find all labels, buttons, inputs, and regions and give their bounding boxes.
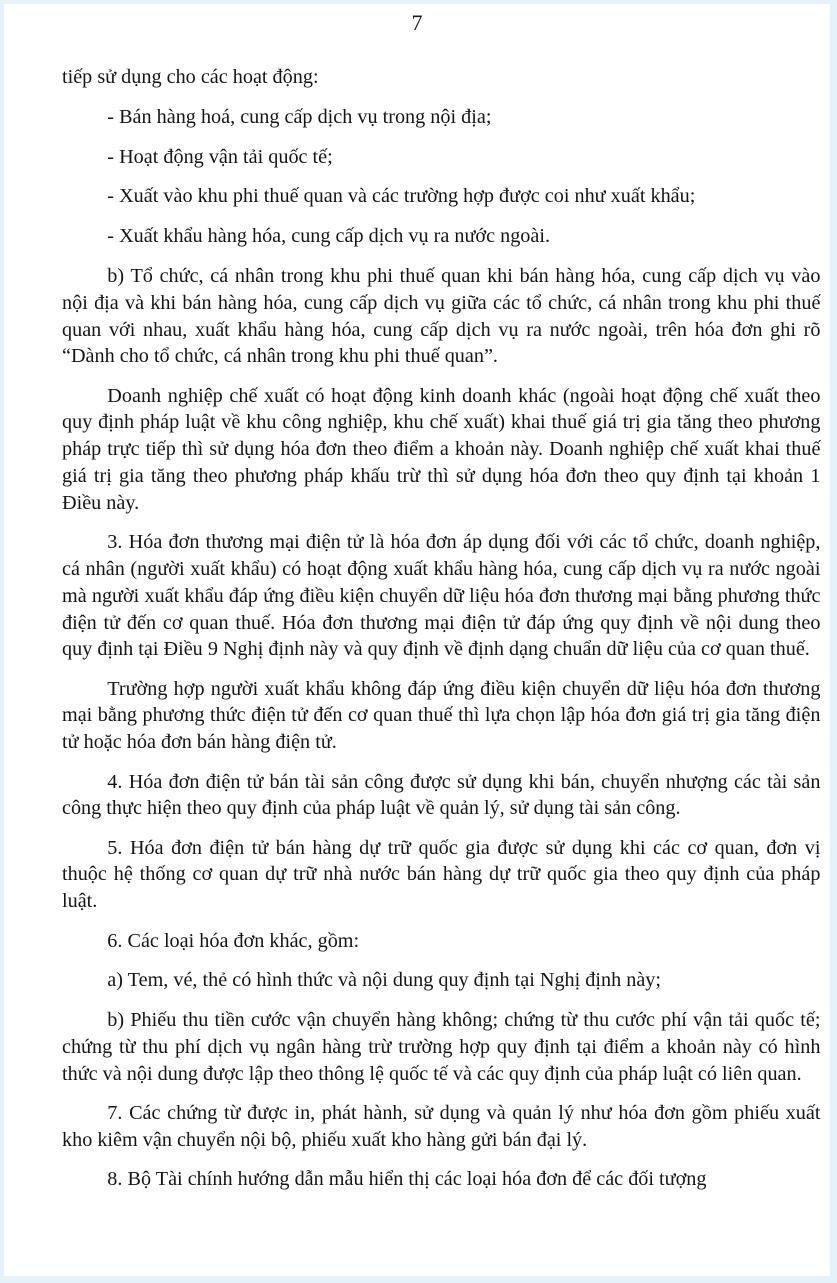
page-number: 7 xyxy=(411,10,423,35)
paragraph-continuation: tiếp sử dụng cho các hoạt động: xyxy=(62,66,319,88)
list-item-non-tariff-zone: - Xuất vào khu phi thuế quan và các trường hợp được coi như xuất khẩu; xyxy=(107,185,696,208)
list-item-domestic-sales: - Bán hàng hoá, cung cấp dịch vụ trong nội địa; xyxy=(107,105,492,128)
document-page xyxy=(4,4,830,1276)
list-item-export: - Xuất khẩu hàng hóa, cung cấp dịch vụ ra nước ngoài. xyxy=(107,225,551,248)
paragraph-clause-3: 3. Hóa đơn thương mại điện tử là hóa đơn áp dụng đối với các tổ chức, doanh nghiệp, cá nhân (người xuất khẩu) có hoạt động xuất khẩu hàng hóa, cung cấp dịch vụ ra nước ngoài mà người xuất khẩu đáp ứng điều kiện chuyển dữ liệu hóa đơn thương mại bằng phương thức điện tử đến cơ quan thuế. Hóa đơn thương mại điện tử đáp ứng quy định về nội dung theo quy định tại Điều 9 Nghị định này và quy định về định dạng chuẩn dữ liệu của cơ quan thuế. xyxy=(62,531,821,661)
paragraph-clause-8: 8. Bộ Tài chính hướng dẫn mẫu hiển thị các loại hóa đơn để các đối tượng xyxy=(107,1168,707,1191)
list-item-international-transport: - Hoạt động vận tải quốc tế; xyxy=(107,145,333,168)
paragraph-clause-3-exception: Trường hợp người xuất khẩu không đáp ứng điều kiện chuyển dữ liệu hóa đơn thương mại bằng phương thức điện tử đến cơ quan thuế thì lựa chọn lập hóa đơn giá trị gia tăng điện tử hoặc hóa đơn bán hàng điện tử. xyxy=(62,677,821,754)
paragraph-clause-5: 5. Hóa đơn điện tử bán hàng dự trữ quốc gia được sử dụng khi các cơ quan, đơn vị thuộc hệ thống cơ quan dự trữ nhà nước bán hàng dự trữ quốc gia theo quy định của pháp luật. xyxy=(62,836,821,913)
paragraph-point-b: b) Tổ chức, cá nhân trong khu phi thuế quan khi bán hàng hóa, cung cấp dịch vụ vào nội địa và khi bán hàng hóa, cung cấp dịch vụ giữa các tổ chức, cá nhân trong khu phi thuế quan với nhau, xuất khẩu hàng hóa, cung cấp dịch vụ ra nước ngoài, trên hóa đơn ghi rõ “Dành cho tổ chức, cá nhân trong khu phi thuế quan”. xyxy=(62,264,821,368)
document-body xyxy=(62,64,820,1205)
paragraph-clause-4: 4. Hóa đơn điện tử bán tài sản công được sử dụng khi bán, chuyển nhượng các tài sản công thực hiện theo quy định của pháp luật về quản lý, sử dụng tài sản công. xyxy=(62,770,821,820)
paragraph-clause-7: 7. Các chứng từ được in, phát hành, sử dụng và quản lý như hóa đơn gồm phiếu xuất kho kiêm vận chuyển nội bộ, phiếu xuất kho hàng gửi bán đại lý. xyxy=(62,1102,821,1151)
paragraph-export-processing: Doanh nghiệp chế xuất có hoạt động kinh doanh khác (ngoài hoạt động chế xuất theo quy định pháp luật về khu công nghiệp, khu chế xuất) khai thuế giá trị gia tăng theo phương pháp trực tiếp thì sử dụng hóa đơn theo điểm a khoản này. Doanh nghiệp chế xuất khai thuế giá trị gia tăng theo phương pháp khấu trừ thì sử dụng hóa đơn theo quy định tại khoản 1 Điều này. xyxy=(62,384,821,514)
paragraph-clause-6b: b) Phiếu thu tiền cước vận chuyển hàng không; chứng từ thu cước phí vận tải quốc tế; chứng từ thu phí dịch vụ ngân hàng trừ trường hợp quy định tại điểm a khoản này có hình thức và nội dung được lập theo thông lệ quốc tế và các quy định của pháp luật có liên quan. xyxy=(62,1009,821,1085)
paragraph-clause-6a: a) Tem, vé, thẻ có hình thức và nội dung quy định tại Nghị định này; xyxy=(107,969,662,992)
paragraph-clause-6: 6. Các loại hóa đơn khác, gồm: xyxy=(107,929,360,952)
